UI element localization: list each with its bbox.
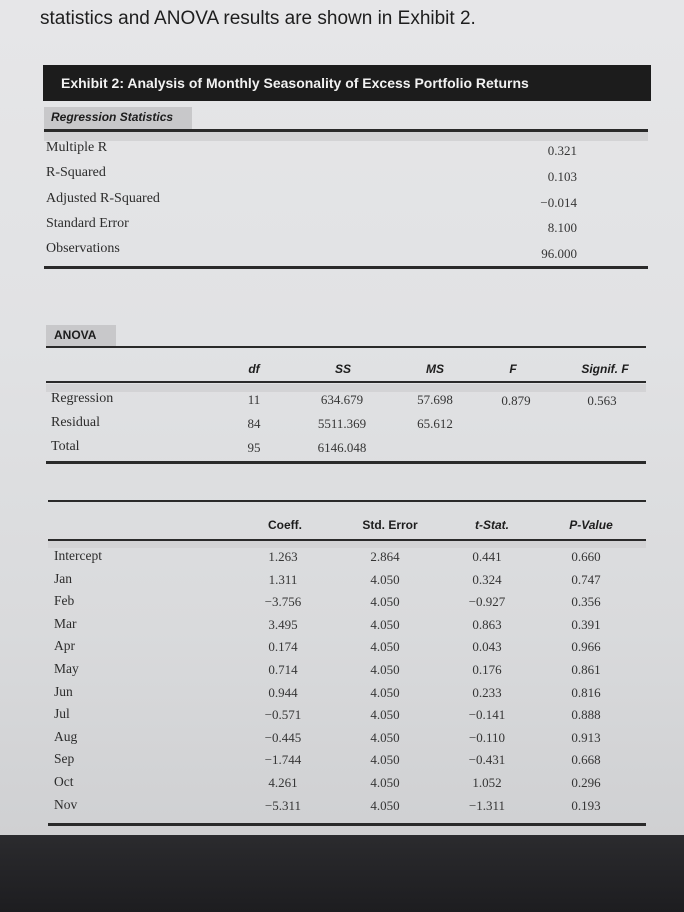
anova-col-header: SS bbox=[334, 362, 351, 376]
reg-label: Multiple R bbox=[46, 140, 108, 155]
regression-band bbox=[44, 132, 648, 141]
anova-col-header: Signif. F bbox=[581, 362, 629, 376]
regression-bottom-rule bbox=[44, 266, 648, 269]
reg-value: 0.103 bbox=[547, 169, 577, 184]
coeff-row-label: May bbox=[54, 661, 79, 676]
photo-dark-edge bbox=[0, 835, 684, 912]
p-value-value: 0.668 bbox=[571, 752, 601, 768]
coeff-row-label: Oct bbox=[54, 774, 74, 789]
p-value-value: 0.747 bbox=[571, 571, 601, 587]
coeff-col-header: Coeff. bbox=[268, 518, 302, 532]
anova-col-header: df bbox=[248, 362, 260, 376]
p-value-value: 0.391 bbox=[571, 616, 601, 632]
anova-row-label: Total bbox=[51, 439, 80, 454]
coeff-col-header: t-Stat. bbox=[475, 518, 509, 532]
coeff-value: 4.261 bbox=[268, 775, 298, 790]
coeff-band bbox=[48, 541, 646, 548]
std-error-value: 2.864 bbox=[370, 549, 400, 564]
anova-ss: 6146.048 bbox=[317, 440, 367, 455]
coeff-col-header: P-Value bbox=[569, 518, 613, 532]
reg-label: Observations bbox=[46, 241, 120, 256]
coeff-value: 3.495 bbox=[268, 616, 298, 632]
coeff-row-label: Intercept bbox=[54, 548, 102, 563]
coeff-value: −0.445 bbox=[264, 729, 302, 745]
t-stat-value: 0.863 bbox=[472, 616, 502, 632]
t-stat-value: −0.141 bbox=[468, 707, 506, 723]
reg-value: 0.321 bbox=[547, 143, 577, 158]
std-error-value: 4.050 bbox=[370, 729, 400, 745]
coeff-row-label: Sep bbox=[54, 751, 75, 767]
anova-row-label: Residual bbox=[51, 415, 100, 430]
anova-bottom-rule bbox=[46, 461, 646, 464]
std-error-value: 4.050 bbox=[370, 707, 400, 723]
reg-label: Adjusted R-Squared bbox=[46, 191, 160, 206]
p-value-value: 0.660 bbox=[571, 549, 601, 564]
coeff-value: −0.571 bbox=[264, 707, 302, 723]
coeff-col-header: Std. Error bbox=[362, 518, 418, 532]
p-value-value: 0.193 bbox=[571, 797, 601, 813]
t-stat-value: 0.324 bbox=[472, 571, 502, 587]
coeff-value: −1.744 bbox=[264, 752, 302, 768]
coeff-row-label: Apr bbox=[54, 638, 75, 654]
anova-col-header: MS bbox=[426, 362, 444, 376]
coeff-row-label: Jun bbox=[54, 683, 73, 699]
t-stat-value: 0.043 bbox=[472, 639, 502, 655]
coeff-value: 0.174 bbox=[268, 639, 298, 655]
anova-header-rule bbox=[46, 381, 646, 383]
coeff-row-label: Jul bbox=[54, 706, 70, 722]
anova-df: 95 bbox=[247, 440, 261, 455]
p-value-value: 0.966 bbox=[571, 639, 601, 655]
std-error-value: 4.050 bbox=[370, 639, 400, 655]
p-value-value: 0.888 bbox=[571, 707, 601, 723]
t-stat-value: 0.176 bbox=[472, 662, 502, 677]
reg-value: −0.014 bbox=[540, 195, 577, 210]
coeff-row-label: Nov bbox=[54, 796, 78, 812]
coeff-top-rule bbox=[48, 500, 646, 502]
intro-text: statistics and ANOVA results are shown in Exhibit 2. bbox=[40, 8, 476, 29]
coeff-value: −5.311 bbox=[264, 797, 302, 813]
t-stat-value: 0.441 bbox=[472, 549, 502, 564]
p-value-value: 0.296 bbox=[571, 775, 601, 790]
std-error-value: 4.050 bbox=[370, 797, 400, 813]
regression-statistics-heading: Regression Statistics bbox=[51, 110, 174, 124]
std-error-value: 4.050 bbox=[370, 752, 400, 768]
coeff-value: 1.311 bbox=[268, 571, 298, 587]
std-error-value: 4.050 bbox=[370, 684, 400, 700]
coeff-row-label: Jan bbox=[54, 570, 72, 586]
coeff-value: 1.263 bbox=[268, 549, 298, 564]
anova-ss: 634.679 bbox=[320, 392, 364, 407]
t-stat-value: −0.110 bbox=[468, 729, 506, 745]
reg-label: Standard Error bbox=[46, 216, 129, 231]
t-stat-value: 0.233 bbox=[472, 684, 502, 700]
coeff-bottom-rule bbox=[48, 823, 646, 826]
coeff-row-label: Mar bbox=[54, 615, 77, 631]
coeff-value: 0.944 bbox=[268, 684, 298, 700]
coeff-value: −3.756 bbox=[264, 594, 302, 610]
t-stat-value: −0.431 bbox=[468, 752, 506, 768]
p-value-value: 0.913 bbox=[571, 729, 601, 745]
coeff-row-label: Feb bbox=[54, 593, 75, 609]
anova-ms: 57.698 bbox=[417, 392, 453, 407]
coeff-row-label: Aug bbox=[54, 728, 78, 744]
coeff-value: 0.714 bbox=[268, 662, 298, 677]
anova-band bbox=[46, 384, 646, 392]
anova-top-rule bbox=[46, 346, 646, 348]
std-error-value: 4.050 bbox=[370, 571, 400, 587]
anova-f: 0.879 bbox=[501, 393, 531, 408]
p-value-value: 0.861 bbox=[571, 662, 601, 677]
t-stat-value: −1.311 bbox=[468, 797, 506, 813]
p-value-value: 0.816 bbox=[571, 684, 601, 700]
t-stat-value: 1.052 bbox=[472, 775, 502, 790]
anova-df: 84 bbox=[247, 416, 261, 431]
p-value-value: 0.356 bbox=[571, 594, 601, 610]
anova-signif-f: 0.563 bbox=[587, 393, 617, 408]
anova-heading: ANOVA bbox=[54, 328, 97, 342]
anova-col-header: F bbox=[509, 362, 517, 376]
anova-ms: 65.612 bbox=[417, 416, 453, 431]
std-error-value: 4.050 bbox=[370, 775, 400, 790]
exhibit-title: Exhibit 2: Analysis of Monthly Seasonality of Excess Portfolio Returns bbox=[43, 65, 651, 101]
anova-df: 11 bbox=[247, 392, 261, 407]
reg-value: 96.000 bbox=[541, 246, 577, 261]
std-error-value: 4.050 bbox=[370, 594, 400, 610]
std-error-value: 4.050 bbox=[370, 616, 400, 632]
std-error-value: 4.050 bbox=[370, 662, 400, 677]
anova-row-label: Regression bbox=[51, 391, 114, 406]
reg-label: R-Squared bbox=[46, 165, 106, 180]
anova-ss: 5511.369 bbox=[317, 416, 367, 431]
reg-value: 8.100 bbox=[547, 220, 577, 235]
t-stat-value: −0.927 bbox=[468, 594, 506, 610]
